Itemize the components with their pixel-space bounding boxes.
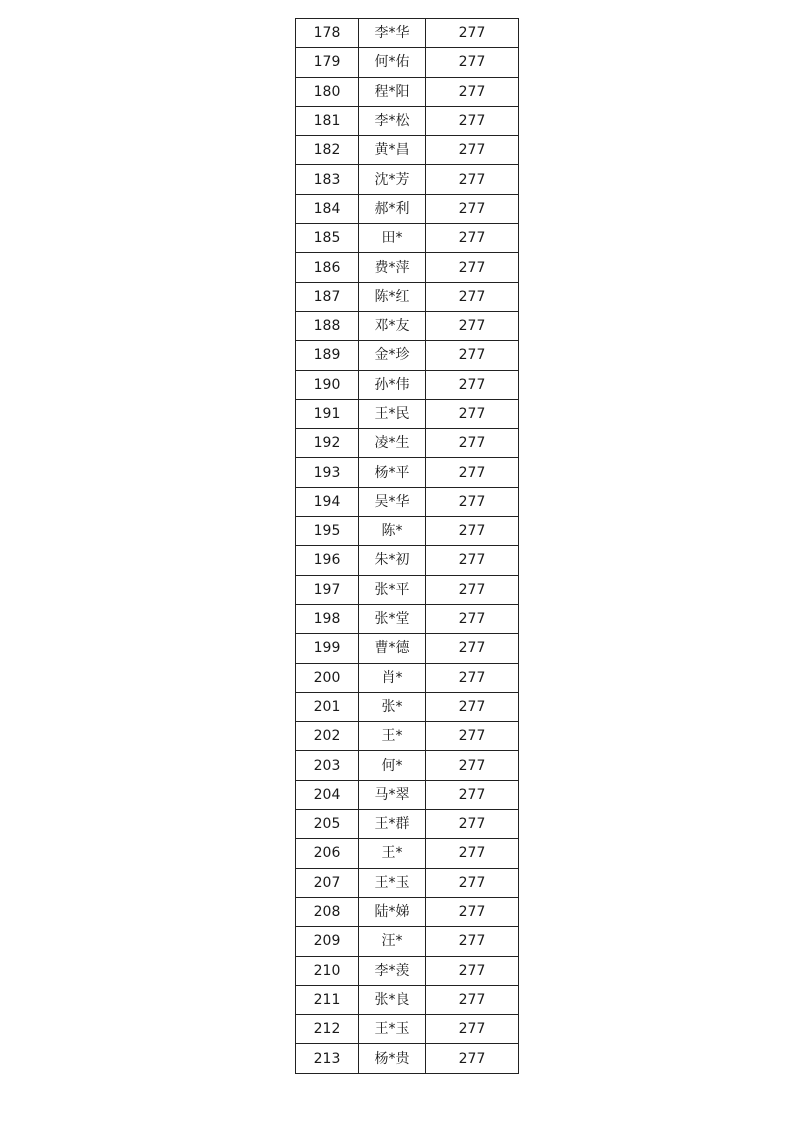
name-cell: 张*良	[359, 985, 426, 1014]
name-cell: 李*羡	[359, 956, 426, 985]
table-row	[296, 575, 519, 604]
table-row	[296, 810, 519, 839]
table-row	[296, 19, 519, 48]
row-number-cell: 180	[296, 77, 359, 106]
score-cell: 277	[426, 429, 519, 458]
row-number-cell: 206	[296, 839, 359, 868]
table-row	[296, 868, 519, 897]
table-row	[296, 48, 519, 77]
row-number-cell: 200	[296, 663, 359, 692]
score-cell: 277	[426, 780, 519, 809]
score-table-container	[295, 18, 519, 1074]
table-row	[296, 897, 519, 926]
table-row	[296, 429, 519, 458]
table-row	[296, 634, 519, 663]
score-cell: 277	[426, 106, 519, 135]
name-cell: 杨*平	[359, 458, 426, 487]
row-number-cell: 204	[296, 780, 359, 809]
row-number-cell: 207	[296, 868, 359, 897]
row-number-cell: 188	[296, 311, 359, 340]
row-number-cell: 202	[296, 722, 359, 751]
score-cell: 277	[426, 253, 519, 282]
score-cell: 277	[426, 341, 519, 370]
table-row	[296, 458, 519, 487]
table-row	[296, 399, 519, 428]
table-row	[296, 165, 519, 194]
table-row	[296, 604, 519, 633]
score-cell: 277	[426, 194, 519, 223]
row-number-cell: 178	[296, 19, 359, 48]
name-cell: 肖*	[359, 663, 426, 692]
name-cell: 李*华	[359, 19, 426, 48]
score-cell: 277	[426, 282, 519, 311]
table-row	[296, 77, 519, 106]
table-row	[296, 1044, 519, 1073]
table-row	[296, 839, 519, 868]
table-row	[296, 194, 519, 223]
row-number-cell: 211	[296, 985, 359, 1014]
score-cell: 277	[426, 370, 519, 399]
score-cell: 277	[426, 165, 519, 194]
table-row	[296, 370, 519, 399]
score-cell: 277	[426, 546, 519, 575]
table-row	[296, 1015, 519, 1044]
table-row	[296, 253, 519, 282]
name-cell: 王*民	[359, 399, 426, 428]
row-number-cell: 213	[296, 1044, 359, 1073]
row-number-cell: 191	[296, 399, 359, 428]
name-cell: 孙*伟	[359, 370, 426, 399]
score-cell: 277	[426, 487, 519, 516]
name-cell: 金*珍	[359, 341, 426, 370]
row-number-cell: 179	[296, 48, 359, 77]
row-number-cell: 195	[296, 517, 359, 546]
name-cell: 张*平	[359, 575, 426, 604]
score-cell: 277	[426, 399, 519, 428]
table-row	[296, 985, 519, 1014]
score-cell: 277	[426, 956, 519, 985]
score-cell: 277	[426, 692, 519, 721]
name-cell: 王*玉	[359, 1015, 426, 1044]
name-cell: 陈*	[359, 517, 426, 546]
row-number-cell: 209	[296, 927, 359, 956]
row-number-cell: 182	[296, 136, 359, 165]
row-number-cell: 181	[296, 106, 359, 135]
table-row	[296, 751, 519, 780]
score-table-body	[296, 19, 519, 1074]
score-cell: 277	[426, 48, 519, 77]
name-cell: 马*翠	[359, 780, 426, 809]
row-number-cell: 190	[296, 370, 359, 399]
name-cell: 黄*昌	[359, 136, 426, 165]
name-cell: 张*	[359, 692, 426, 721]
row-number-cell: 205	[296, 810, 359, 839]
name-cell: 程*阳	[359, 77, 426, 106]
score-table	[295, 18, 519, 1074]
score-cell: 277	[426, 868, 519, 897]
name-cell: 王*	[359, 722, 426, 751]
table-row	[296, 546, 519, 575]
name-cell: 陆*娣	[359, 897, 426, 926]
row-number-cell: 187	[296, 282, 359, 311]
name-cell: 李*松	[359, 106, 426, 135]
row-number-cell: 194	[296, 487, 359, 516]
score-cell: 277	[426, 458, 519, 487]
score-cell: 277	[426, 663, 519, 692]
table-row	[296, 136, 519, 165]
score-cell: 277	[426, 517, 519, 546]
name-cell: 费*萍	[359, 253, 426, 282]
table-row	[296, 517, 519, 546]
score-cell: 277	[426, 224, 519, 253]
name-cell: 何*佑	[359, 48, 426, 77]
score-cell: 277	[426, 19, 519, 48]
table-row	[296, 311, 519, 340]
name-cell: 沈*芳	[359, 165, 426, 194]
name-cell: 王*群	[359, 810, 426, 839]
table-row	[296, 780, 519, 809]
score-cell: 277	[426, 810, 519, 839]
row-number-cell: 208	[296, 897, 359, 926]
score-cell: 277	[426, 575, 519, 604]
row-number-cell: 196	[296, 546, 359, 575]
name-cell: 何*	[359, 751, 426, 780]
name-cell: 曹*德	[359, 634, 426, 663]
table-row	[296, 106, 519, 135]
row-number-cell: 186	[296, 253, 359, 282]
name-cell: 杨*贵	[359, 1044, 426, 1073]
score-cell: 277	[426, 634, 519, 663]
row-number-cell: 193	[296, 458, 359, 487]
score-cell: 277	[426, 897, 519, 926]
row-number-cell: 201	[296, 692, 359, 721]
row-number-cell: 184	[296, 194, 359, 223]
row-number-cell: 185	[296, 224, 359, 253]
name-cell: 邓*友	[359, 311, 426, 340]
table-row	[296, 722, 519, 751]
table-row	[296, 663, 519, 692]
score-cell: 277	[426, 311, 519, 340]
row-number-cell: 199	[296, 634, 359, 663]
score-cell: 277	[426, 1044, 519, 1073]
name-cell: 张*堂	[359, 604, 426, 633]
name-cell: 王*玉	[359, 868, 426, 897]
name-cell: 凌*生	[359, 429, 426, 458]
row-number-cell: 197	[296, 575, 359, 604]
row-number-cell: 203	[296, 751, 359, 780]
table-row	[296, 224, 519, 253]
table-row	[296, 692, 519, 721]
table-row	[296, 927, 519, 956]
table-row	[296, 956, 519, 985]
row-number-cell: 210	[296, 956, 359, 985]
row-number-cell: 183	[296, 165, 359, 194]
row-number-cell: 212	[296, 1015, 359, 1044]
score-cell: 277	[426, 722, 519, 751]
score-cell: 277	[426, 77, 519, 106]
name-cell: 王*	[359, 839, 426, 868]
name-cell: 田*	[359, 224, 426, 253]
table-row	[296, 282, 519, 311]
score-cell: 277	[426, 604, 519, 633]
score-cell: 277	[426, 985, 519, 1014]
score-cell: 277	[426, 136, 519, 165]
score-cell: 277	[426, 927, 519, 956]
row-number-cell: 189	[296, 341, 359, 370]
name-cell: 朱*初	[359, 546, 426, 575]
row-number-cell: 192	[296, 429, 359, 458]
name-cell: 汪*	[359, 927, 426, 956]
name-cell: 吴*华	[359, 487, 426, 516]
table-row	[296, 487, 519, 516]
name-cell: 郝*利	[359, 194, 426, 223]
row-number-cell: 198	[296, 604, 359, 633]
score-cell: 277	[426, 839, 519, 868]
name-cell: 陈*红	[359, 282, 426, 311]
score-cell: 277	[426, 1015, 519, 1044]
score-cell: 277	[426, 751, 519, 780]
table-row	[296, 341, 519, 370]
